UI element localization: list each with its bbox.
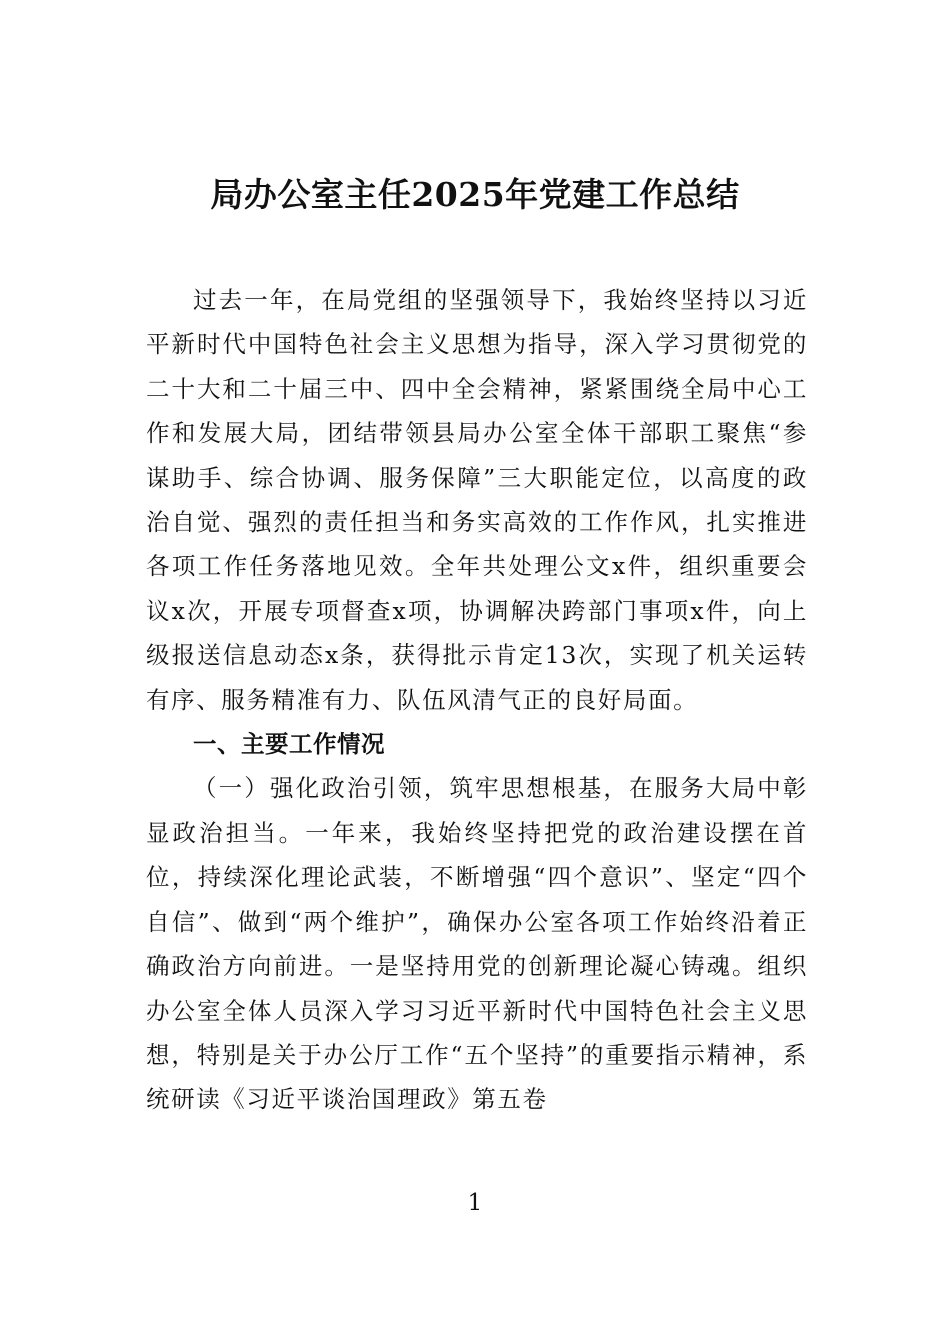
page-number: 1 (467, 1190, 483, 1216)
section-heading-main-work: 一、主要工作情况 (193, 730, 385, 759)
document-title: 局办公室主任2025年党建工作总结 (210, 175, 740, 214)
document-body (146, 278, 808, 1122)
intro-paragraph: 过去一年，在局党组的坚强领导下，我始终坚持以习近平新时代中国特色社会主义思想为指导，深入学习贯彻党的二十大和二十届三中、四中全会精神，紧紧围绕全局中心工作和发展大局，团结带领县局办公室全体干部职工聚焦“参谋助手、综合协调、服务保障”三大职能定位，以高度的政治自觉、强烈的责任担当和务实高效的工作作风，扎实推进各项工作任务落地见效。全年共处理公文x件，组织重要会议x次，开展专项督查x项，协调解决跨部门事项x件，向上级报送信息动态x条，获得批示肯定13次，实现了机关运转有序、服务精准有力、队伍风清气正的良好局面。 (146, 286, 808, 714)
subsection-paragraph-1: （一）强化政治引领，筑牢思想根基，在服务大局中彰显政治担当。一年来，我始终坚持把党的政治建设摆在首位，持续深化理论武装，不断增强“四个意识”、坚定“四个自信”、做到“两个维护”，确保办公室各项工作始终沿着正确政治方向前进。一是坚持用党的创新理论凝心铸魂。组织办公室全体人员深入学习习近平新时代中国特色社会主义思想，特别是关于办公厅工作“五个坚持”的重要指示精神，系统研读《习近平谈治国理政》第五卷 (146, 774, 808, 1114)
